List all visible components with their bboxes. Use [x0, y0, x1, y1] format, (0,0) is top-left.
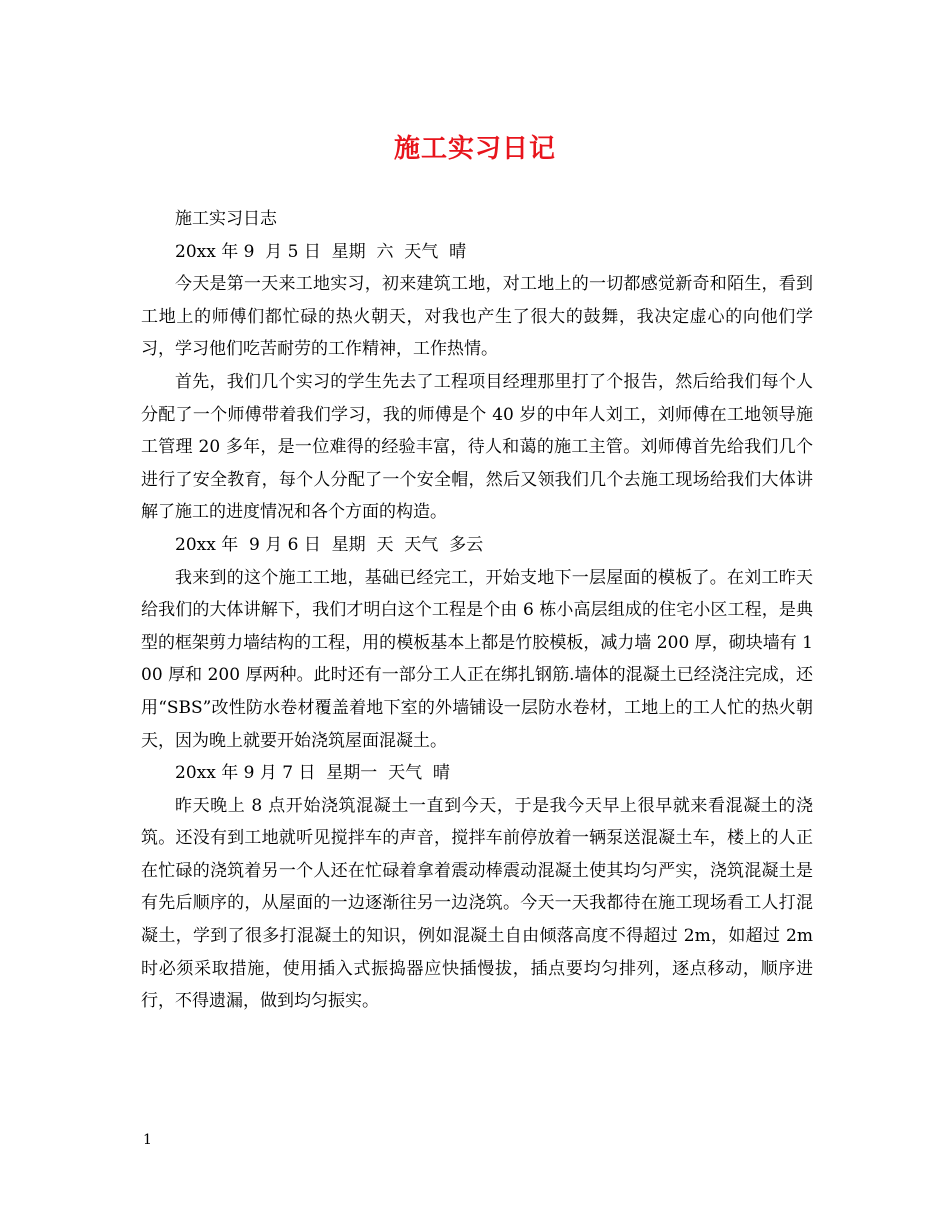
document-heading: 施工实习日志 [175, 209, 277, 229]
entry-date-line: 20xx 年 9 月 5 日 星期 六 天气 晴 [175, 241, 467, 262]
entry-date-line: 20xx 年 9 月 6 日 星期 天 天气 多云 [175, 534, 484, 555]
entry-paragraph: 我来到的这个施工工地，基础已经完工，开始支地下一层屋面的模板了。在刘工昨天给我们的大体讲解下，我们才明白这个工程是个由 6 栋小高层组成的住宅小区工程，是典型的框架剪力墙结构的工程，用的模板基本上都是竹胶模板，减力墙 200 厚，砌块墙有 100 厚和 200 厚两种。此时还有一部分工人正在绑扎钢筋.墙体的混凝土已经浇注完成，还用“SBS”改性防水卷材覆盖着地下室的外墙铺设一层防水卷材，工地上的工人忙的热火朝天，因为晚上就要开始浇筑屋面混凝土。 [141, 567, 813, 751]
document-body [141, 203, 813, 1018]
document-title: 施工实习日记 [393, 134, 556, 164]
entry-paragraph: 今天是第一天来工地实习，初来建筑工地，对工地上的一切都感觉新奇和陌生，看到工地上的师傅们都忙碌的热火朝天，对我也产生了很大的鼓舞，我决定虚心的向他们学习，学习他们吃苦耐劳的工作精神，工作热情。 [141, 274, 813, 360]
page-number: 1 [143, 1132, 152, 1148]
entry-paragraph: 首先，我们几个实习的学生先去了工程项目经理那里打了个报告，然后给我们每个人分配了一个师傅带着我们学习，我的师傅是个 40 岁的中年人刘工，刘师傅在工地领导施工管理 20 多年，是一位难得的经验丰富，待人和蔼的施工主管。刘师傅首先给我们几个进行了安全教育，每个人分配了一个安全帽，然后又领我们几个去施工现场给我们大体讲解了施工的进度情况和各个方面的构造。 [141, 371, 813, 523]
entry-paragraph: 昨天晚上 8 点开始浇筑混凝土一直到今天，于是我今天早上很早就来看混凝土的浇筑。还没有到工地就听见搅拌车的声音，搅拌车前停放着一辆泵送混凝土车，楼上的人正在忙碌的浇筑着另一个人还在忙碌着拿着震动棒震动混凝土使其均匀严实，浇筑混凝土是有先后顺序的，从屋面的一边逐渐往另一边浇筑。今天一天我都待在施工现场看工人打混凝土，学到了很多打混凝土的知识，例如混凝土自由倾落高度不得超过 2m，如超过 2m 时必须采取措施，使用插入式振捣器应快插慢拔，插点要均匀排列，逐点移动，顺序进行，不得遗漏，做到均匀振实。 [141, 795, 813, 1012]
entry-date-line: 20xx 年 9 月 7 日 星期一 天气 晴 [175, 763, 450, 784]
